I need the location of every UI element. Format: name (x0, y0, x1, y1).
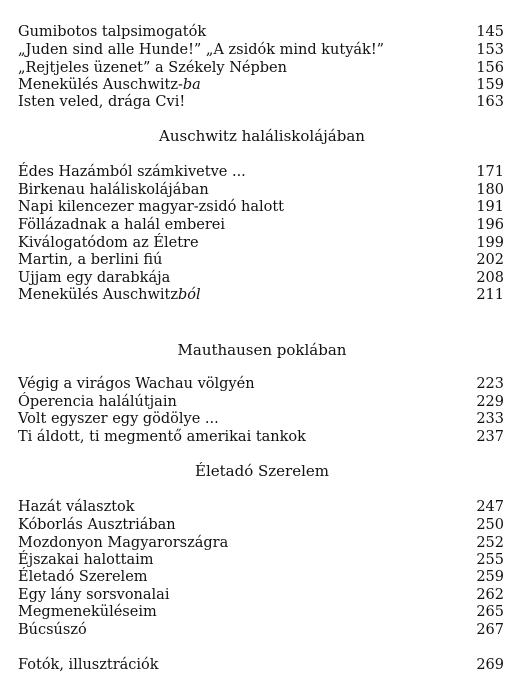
toc-entry-page: 255 (476, 552, 504, 568)
toc-entry (18, 163, 506, 181)
toc-entry-title-italic: ba (182, 77, 201, 93)
toc-entry-page: 223 (476, 376, 504, 392)
section-heading: Életadó Szerelem (195, 462, 329, 480)
toc-entry-page: 269 (476, 657, 504, 673)
toc-entry-title: Végig a virágos Wachau völgyén (18, 376, 255, 392)
toc-entry-page: 247 (476, 499, 504, 515)
toc-entry (18, 603, 506, 621)
toc-entry (18, 568, 506, 586)
toc-entry-title: Megmeneküléseim (18, 604, 157, 620)
toc-entry-page: 191 (476, 199, 504, 215)
toc-entry (18, 251, 506, 269)
toc-entry-title: Martin, a berlini fiú (18, 252, 163, 268)
toc-entry (18, 534, 506, 552)
toc-entry (18, 516, 506, 534)
toc-entry (18, 234, 506, 252)
toc-entry-page: 159 (476, 77, 504, 93)
table-of-contents (18, 0, 506, 692)
toc-entry-title-main: Menekülés Auschwitz (18, 287, 178, 303)
toc-entry-title: Birkenau haláliskolájában (18, 182, 209, 198)
toc-entry-title: Gumibotos talpsimogatók (18, 24, 207, 40)
toc-entry-title: Ujjam egy darabkája (18, 270, 171, 286)
toc-entry-title: Óperencia halálútjain (18, 394, 177, 410)
toc-entry-title: Hazát választok (18, 499, 135, 515)
toc-entry-title: „Rejtjeles üzenet” a Székely Népben (18, 60, 287, 76)
toc-entry-page: 211 (476, 287, 504, 303)
toc-entry-title: Ti áldott, ti megmentő amerikai tankok (18, 429, 306, 445)
toc-entry (18, 551, 506, 569)
toc-entry-page: 180 (476, 182, 504, 198)
toc-entry-title: Mozdonyon Magyarországra (18, 535, 229, 551)
toc-entry-page: 171 (476, 164, 504, 180)
toc-entry-page: 202 (476, 252, 504, 268)
toc-entry-page: 233 (476, 411, 504, 427)
toc-entry-page: 199 (476, 235, 504, 251)
toc-entry-title: „Juden sind alle Hunde!” „A zsidók mind kutyák!” (18, 42, 385, 58)
toc-entry-title-main: Menekülés Auschwitz- (18, 77, 183, 93)
toc-entry-title: Édes Hazámból számkivetve ... (18, 164, 246, 180)
toc-entry (18, 41, 506, 59)
toc-entry-title: Éjszakai halottaim (18, 552, 154, 568)
toc-entry-title (18, 286, 201, 304)
toc-entry (18, 59, 506, 77)
toc-entry-page: 262 (476, 587, 504, 603)
toc-entry-page: 229 (476, 394, 504, 410)
toc-entry (18, 198, 506, 216)
toc-entry (18, 286, 506, 304)
toc-entry (18, 23, 506, 41)
toc-entry-title (18, 76, 201, 94)
toc-entry (18, 181, 506, 199)
toc-entry-page: 196 (476, 217, 504, 233)
toc-entry (18, 428, 506, 446)
toc-entry (18, 93, 506, 111)
toc-entry-page: 252 (476, 535, 504, 551)
toc-entry (18, 375, 506, 393)
toc-entry (18, 621, 506, 639)
toc-entry-title: Föllázadnak a halál emberei (18, 217, 225, 233)
toc-entry (18, 498, 506, 516)
toc-entry-title: Egy lány sorsvonalai (18, 587, 170, 603)
toc-entry-page: 145 (476, 24, 504, 40)
toc-entry-page: 208 (476, 270, 504, 286)
toc-entry-title: Volt egyszer egy gödölye ... (18, 411, 219, 427)
toc-entry-title: Kiválogatódom az Életre (18, 235, 199, 251)
toc-entry-title-italic: ból (177, 287, 201, 303)
toc-entry (18, 76, 506, 94)
toc-entry-page: 237 (476, 429, 504, 445)
toc-entry-page: 163 (476, 94, 504, 110)
toc-entry (18, 410, 506, 428)
toc-entry-page: 153 (476, 42, 504, 58)
section-heading: Auschwitz haláliskolájában (159, 127, 365, 145)
toc-entry-title: Búcsúszó (18, 622, 87, 638)
toc-entry (18, 656, 506, 674)
toc-entry-page: 156 (476, 60, 504, 76)
toc-entry-page: 267 (476, 622, 504, 638)
section-heading: Mauthausen poklában (177, 341, 347, 359)
toc-entry (18, 216, 506, 234)
toc-entry-title: Kóborlás Ausztriában (18, 517, 176, 533)
toc-entry (18, 269, 506, 287)
toc-entry-title: Fotók, illusztrációk (18, 657, 159, 673)
toc-entry-title: Napi kilencezer magyar-zsidó halott (18, 199, 284, 215)
toc-entry-page: 250 (476, 517, 504, 533)
toc-entry (18, 393, 506, 411)
toc-entry-title: Életadó Szerelem (18, 569, 148, 585)
toc-entry-title: Isten veled, drága Cvi! (18, 94, 186, 110)
toc-entry-page: 265 (476, 604, 504, 620)
toc-entry-page: 259 (476, 569, 504, 585)
toc-entry (18, 586, 506, 604)
